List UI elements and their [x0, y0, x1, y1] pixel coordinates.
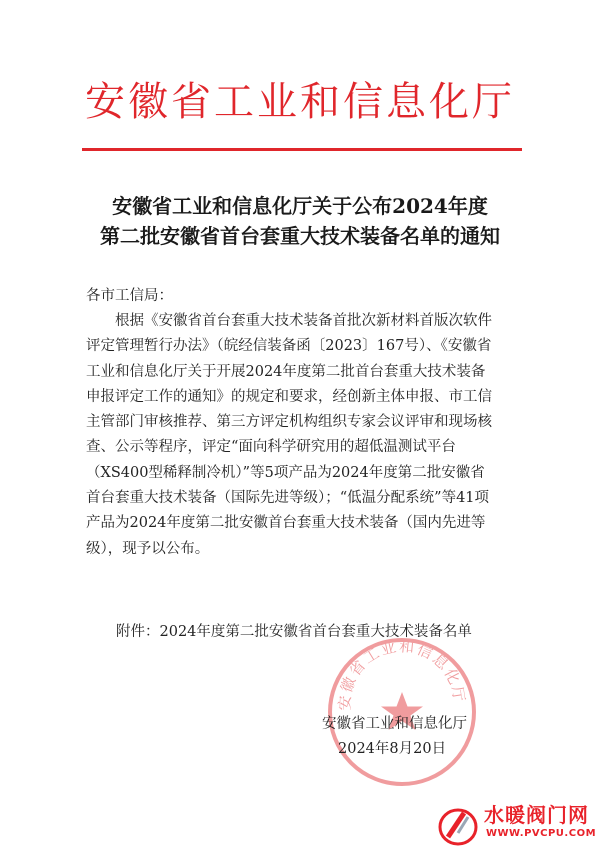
body-line: 申报评定工作的通知》的规定和要求，经创新主体申报、市工信: [86, 388, 492, 405]
seal-text: 安徽省工业和信息化厅: [335, 637, 469, 711]
body-text: [86, 309, 492, 562]
body-line: 查、公示等程序，评定“面向科学研究用的超低温测试平台: [86, 439, 456, 456]
red-divider: [82, 148, 522, 151]
body-line: 工业和信息化厅关于开展2024年度第二批首台套重大技术装备: [86, 363, 486, 380]
body-line: 主管部门审核推荐、第三方评定机构组织专家会议评审和现场核: [86, 414, 492, 431]
document-date: 2024年8月20日: [338, 741, 447, 757]
body-line: 产品为2024年度第二批安徽首台套重大技术装备（国内先进等: [86, 515, 486, 532]
body-line: 评定管理暂行办法》（皖经信装备函〔2023〕167号）、《安徽省: [86, 338, 492, 355]
signature: 安徽省工业和信息化厅: [322, 716, 467, 732]
document-title-line-1: 安徽省工业和信息化厅关于公布2024年度: [112, 194, 488, 218]
body-line: 首台套重大技术装备（国际先进等级）；“低温分配系统”等41项: [86, 490, 490, 507]
document-title-line-2: 第二批安徽省首台套重大技术装备名单的通知: [100, 224, 500, 248]
watermark-url: WWW.PVCPU.COM: [486, 828, 597, 839]
addressee: 各市工信局：: [86, 288, 173, 304]
watermark-name: 水暖阀门网: [484, 803, 589, 827]
attachment-line: 附件：2024年度第二批安徽省首台套重大技术装备名单: [116, 624, 472, 640]
body-line: 根据《安徽省首台套重大技术装备首批次新材料首版次软件: [115, 313, 492, 329]
body-line: （XS400型稀释制冷机）”等5项产品为2024年度第二批安徽省: [86, 464, 485, 481]
agency-header: 安徽省工业和信息化厅: [85, 79, 515, 125]
body-line: 级），现予以公布。: [86, 540, 210, 557]
